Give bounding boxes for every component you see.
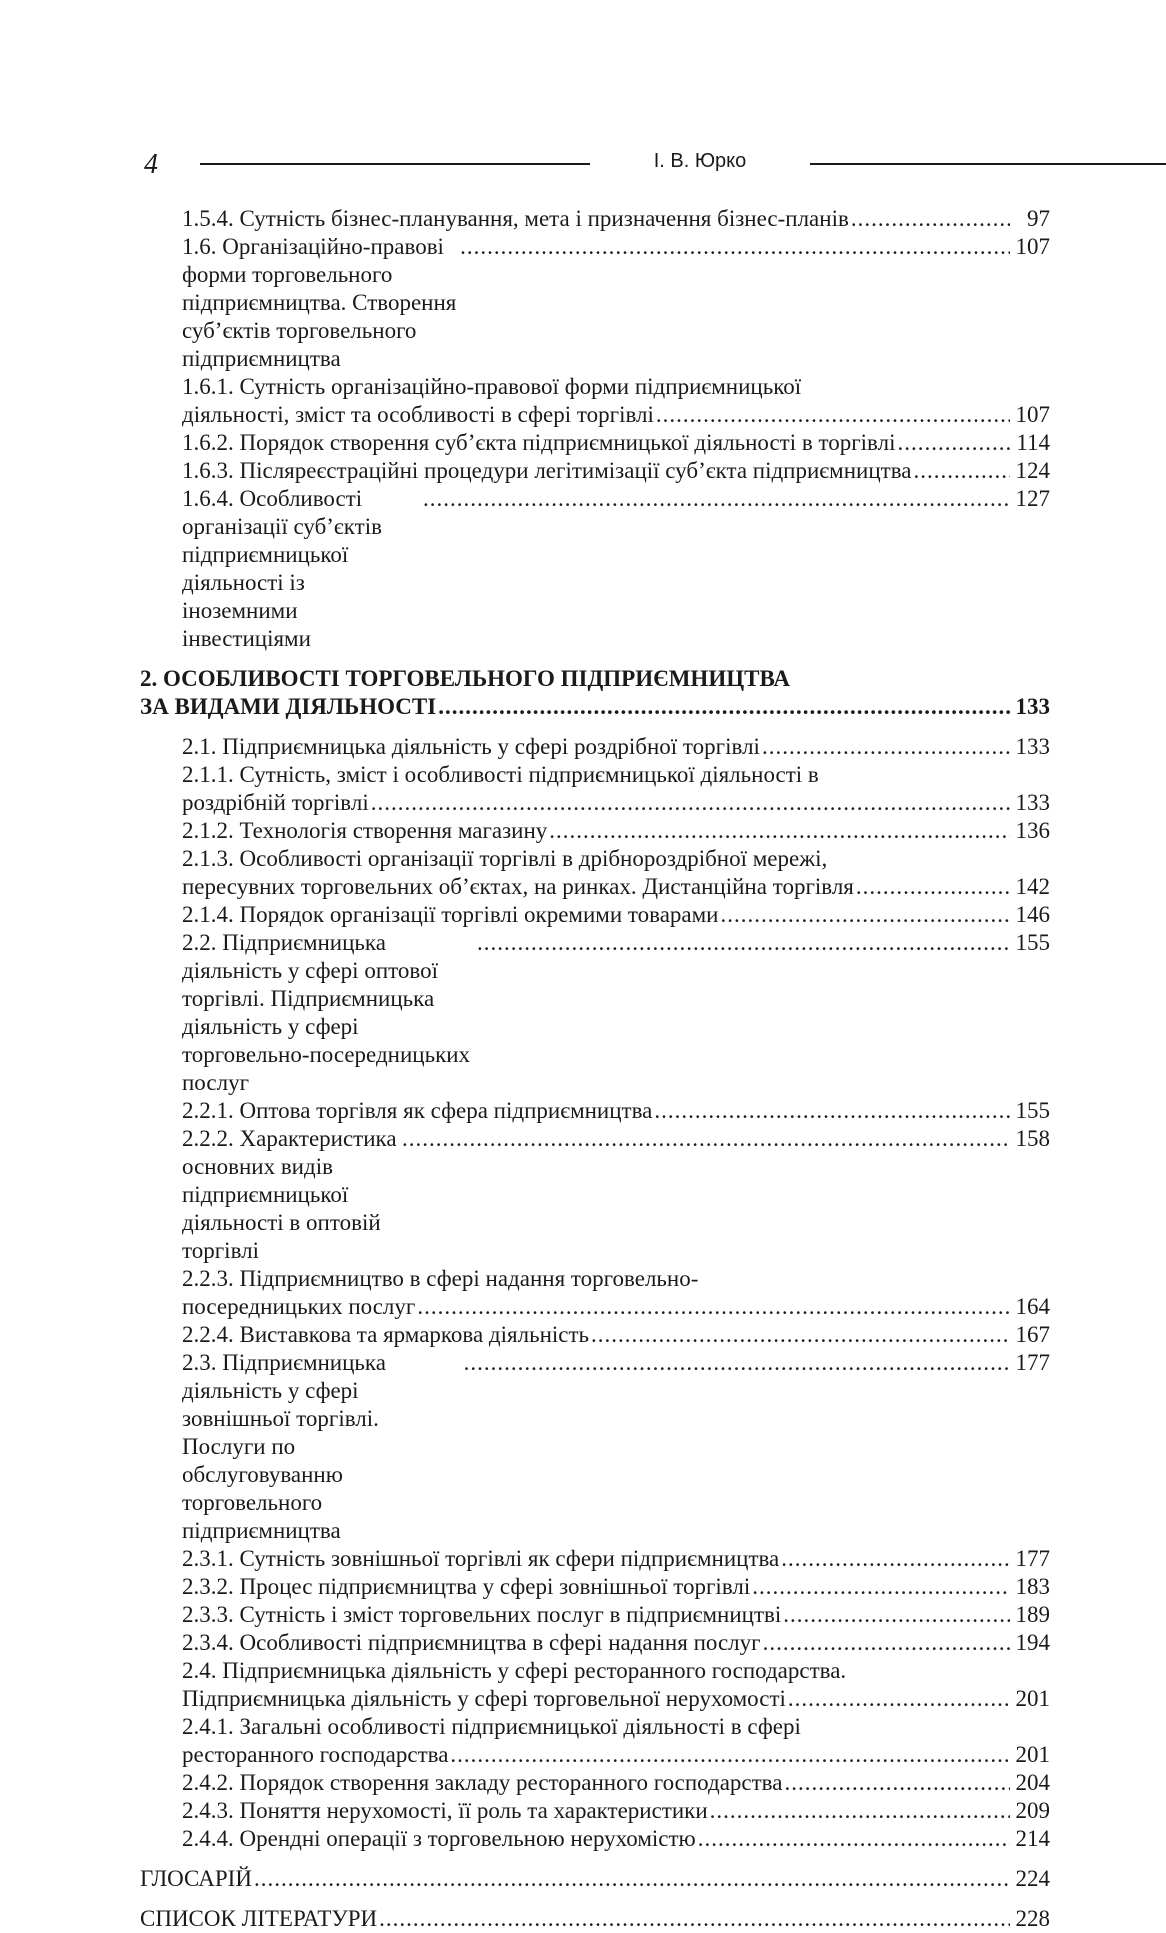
toc-entry-title-line: 2.2. Підприємницька діяльність у сфері оптової торгівлі. Підприємницька діяльність у сфері торговельно-посередницьких послуг	[182, 930, 471, 1095]
toc-entry[interactable]	[140, 1905, 1050, 1933]
toc-dot-leader	[851, 205, 1010, 233]
toc-entry[interactable]	[140, 1349, 1050, 1545]
toc-page-number: 204	[1015, 1770, 1050, 1795]
toc-entry[interactable]	[140, 1825, 1050, 1853]
running-head-author: І. В. Юрко	[653, 150, 747, 172]
toc-entry-title-line: 2.3.2. Процес підприємництва у сфері зовнішньої торгівлі	[182, 1574, 751, 1599]
toc-dot-leader	[856, 873, 1010, 901]
toc-entry[interactable]	[140, 1321, 1050, 1349]
toc-entry[interactable]	[140, 665, 1050, 721]
toc-entry-title-line: 2.2.2. Характеристика основних видів підприємницької діяльності в оптовій торгівлі	[182, 1126, 397, 1263]
table-of-contents	[140, 205, 1050, 1933]
toc-entry-title-line: 1.6.3. Післяреєстраційні процедури легітимізації суб’єкта підприємництва	[182, 458, 912, 483]
header-rule-right	[810, 163, 1166, 165]
toc-entry-title-line: 2.1.3. Особливості організації торгівлі в дрібнороздрібної мережі,	[182, 846, 828, 871]
toc-entry-title-line: 1.6.2. Порядок створення суб’єкта підприємницької діяльності в торгівлі	[182, 430, 896, 455]
toc-entry-title-line: 2.4.4. Орендні операції з торговельною нерухомістю	[182, 1826, 696, 1851]
toc-dot-leader	[654, 1097, 1010, 1125]
toc-entry[interactable]	[140, 1573, 1050, 1601]
toc-dot-leader	[897, 429, 1010, 457]
toc-entry[interactable]	[140, 845, 1050, 901]
toc-entry-title-line: 2.1.1. Сутність, зміст і особливості підприємницької діяльності в	[182, 762, 819, 787]
toc-entry[interactable]	[140, 817, 1050, 845]
toc-dot-leader	[549, 817, 1010, 845]
toc-entry[interactable]	[140, 1865, 1050, 1893]
toc-dot-leader	[710, 1797, 1010, 1825]
toc-page-number: 214	[1015, 1826, 1050, 1851]
toc-dot-leader	[371, 789, 1010, 817]
toc-dot-leader	[656, 401, 1010, 429]
toc-dot-leader	[913, 457, 1010, 485]
toc-entry-title-line: 2.1.2. Технологія створення магазину	[182, 818, 548, 843]
toc-dot-leader	[784, 1769, 1010, 1797]
toc-page-number: 189	[1015, 1602, 1050, 1627]
toc-entry-title-line: 2.2.4. Виставкова та ярмаркова діяльність	[182, 1322, 590, 1347]
toc-page-number: 124	[1015, 458, 1050, 483]
toc-entry-title-line: роздрібній торгівлі	[182, 790, 369, 815]
toc-entry-title-line: 2.2.1. Оптова торгівля як сфера підприємництва	[182, 1098, 653, 1123]
toc-entry[interactable]	[140, 429, 1050, 457]
toc-page-number: 133	[1015, 694, 1050, 719]
toc-dot-leader	[254, 1865, 1010, 1893]
toc-entry-title-line: 2. ОСОБЛИВОСТІ ТОРГОВЕЛЬНОГО ПІДПРИЄМНИЦТВА	[140, 666, 790, 691]
toc-page-number: 155	[1015, 930, 1050, 955]
toc-entry-title-line: 2.4.2. Порядок створення закладу ресторанного господарства	[182, 1770, 783, 1795]
toc-dot-leader	[423, 485, 1010, 513]
toc-page-number: 201	[1015, 1742, 1050, 1767]
toc-entry[interactable]	[140, 1545, 1050, 1573]
toc-entry-title-line: 1.6.1. Сутність організаційно-правової форми підприємницької	[182, 374, 802, 399]
toc-entry-title-line: 2.4.1. Загальні особливості підприємницької діяльності в сфері	[182, 1714, 801, 1739]
toc-entry-title-line: ЗА ВИДАМИ ДІЯЛЬНОСТІ	[140, 694, 437, 719]
toc-entry[interactable]	[140, 1125, 1050, 1265]
toc-page-number: 146	[1015, 902, 1050, 927]
toc-entry-title-line: 2.3.1. Сутність зовнішньої торгівлі як сфери підприємництва	[182, 1546, 780, 1571]
toc-entry-title-line: посередницьких послуг	[182, 1294, 416, 1319]
toc-dot-leader	[460, 233, 1010, 261]
toc-page-number: 155	[1015, 1098, 1050, 1123]
toc-page-number: 164	[1015, 1294, 1050, 1319]
toc-page-number: 183	[1015, 1574, 1050, 1599]
toc-entry-title-line: пересувних торговельних об’єктах, на ринках. Дистанційна торгівля	[182, 874, 854, 899]
toc-entry[interactable]	[140, 1797, 1050, 1825]
toc-entry-title-line: 2.4. Підприємницька діяльність у сфері ресторанного господарства.	[182, 1658, 847, 1683]
toc-dot-leader	[417, 1293, 1010, 1321]
toc-entry-title-line: 2.1.4. Порядок організації торгівлі окремими товарами	[182, 902, 719, 927]
toc-dot-leader	[464, 1349, 1010, 1377]
toc-entry-title-line: ГЛОСАРІЙ	[140, 1866, 252, 1891]
toc-page-number: 114	[1016, 430, 1050, 455]
toc-entry[interactable]	[140, 485, 1050, 653]
toc-page-number: 142	[1015, 874, 1050, 899]
page-header	[140, 145, 1050, 185]
toc-dot-leader	[781, 1545, 1010, 1573]
toc-dot-leader	[379, 1905, 1010, 1933]
toc-entry-title-line: Підприємницька діяльність у сфері торговельної нерухомості	[182, 1686, 786, 1711]
toc-dot-leader	[450, 1741, 1010, 1769]
toc-entry-title-line: 2.3.3. Сутність і зміст торговельних послуг в підприємництві	[182, 1602, 782, 1627]
toc-entry-title-line: ресторанного господарства	[182, 1742, 449, 1767]
toc-entry-title-line: 2.4.3. Поняття нерухомості, її роль та характеристики	[182, 1798, 708, 1823]
toc-entry[interactable]	[140, 205, 1050, 233]
toc-dot-leader	[720, 901, 1010, 929]
toc-page-number: 177	[1015, 1350, 1050, 1375]
toc-dot-leader	[762, 733, 1010, 761]
toc-page-number: 133	[1015, 790, 1050, 815]
page-number: 4	[144, 149, 158, 180]
toc-dot-leader	[438, 693, 1010, 721]
toc-page-number: 107	[1015, 234, 1050, 259]
toc-page-number: 136	[1015, 818, 1050, 843]
toc-dot-leader	[477, 929, 1010, 957]
header-rule-left	[200, 163, 590, 165]
toc-entry[interactable]	[140, 457, 1050, 485]
toc-dot-leader	[752, 1573, 1010, 1601]
toc-page-number: 201	[1015, 1686, 1050, 1711]
toc-page-number: 107	[1015, 402, 1050, 427]
toc-entry[interactable]	[140, 761, 1050, 817]
toc-entry[interactable]	[140, 901, 1050, 929]
toc-dot-leader	[591, 1321, 1010, 1349]
toc-entry[interactable]	[140, 233, 1050, 373]
toc-page-number: 177	[1015, 1546, 1050, 1571]
toc-entry-title-line: 1.6.4. Особливості організації суб’єктів підприємницької діяльності із іноземними інвестиціями	[182, 486, 382, 651]
toc-page-number: 194	[1015, 1630, 1050, 1655]
toc-entry[interactable]	[140, 1769, 1050, 1797]
toc-entry-title-line: 2.3.4. Особливості підприємництва в сфері надання послуг	[182, 1630, 761, 1655]
toc-page-number: 158	[1015, 1126, 1050, 1151]
toc-page-number: 97	[1027, 206, 1050, 231]
toc-page-number: 228	[1015, 1906, 1050, 1931]
toc-entry-title-line: СПИСОК ЛІТЕРАТУРИ	[140, 1906, 378, 1931]
toc-entry[interactable]	[140, 1601, 1050, 1629]
toc-entry[interactable]	[140, 733, 1050, 761]
toc-entry-title-line: 1.5.4. Сутність бізнес-планування, мета і призначення бізнес-планів	[182, 206, 849, 231]
toc-entry[interactable]	[140, 1657, 1050, 1713]
toc-page-number: 127	[1015, 486, 1050, 511]
toc-entry[interactable]	[140, 1265, 1050, 1321]
toc-entry[interactable]	[140, 1713, 1050, 1769]
toc-dot-leader	[402, 1125, 1010, 1153]
toc-entry-title-line: 2.3. Підприємницька діяльність у сфері зовнішньої торгівлі. Послуги по обслуговуванню торговельного підприємництва	[182, 1350, 386, 1543]
toc-dot-leader	[698, 1825, 1010, 1853]
toc-page-number: 167	[1015, 1322, 1050, 1347]
toc-entry[interactable]	[140, 929, 1050, 1097]
toc-entry[interactable]	[140, 1097, 1050, 1125]
toc-page-number: 224	[1015, 1866, 1050, 1891]
toc-entry-title-line: 2.1. Підприємницька діяльність у сфері роздрібної торгівлі	[182, 734, 760, 759]
toc-entry-title-line: 2.2.3. Підприємництво в сфері надання торговельно-	[182, 1266, 699, 1291]
toc-page-number: 209	[1015, 1798, 1050, 1823]
toc-dot-leader	[783, 1601, 1010, 1629]
toc-entry-title-line: діяльності, зміст та особливості в сфері торгівлі	[182, 402, 654, 427]
toc-page-number: 133	[1015, 734, 1050, 759]
toc-entry[interactable]	[140, 373, 1050, 429]
toc-entry-title-line: 1.6. Організаційно-правові форми торговельного підприємництва. Створення суб’єктів торговельного підприємництва	[182, 234, 457, 371]
toc-dot-leader	[788, 1685, 1010, 1713]
